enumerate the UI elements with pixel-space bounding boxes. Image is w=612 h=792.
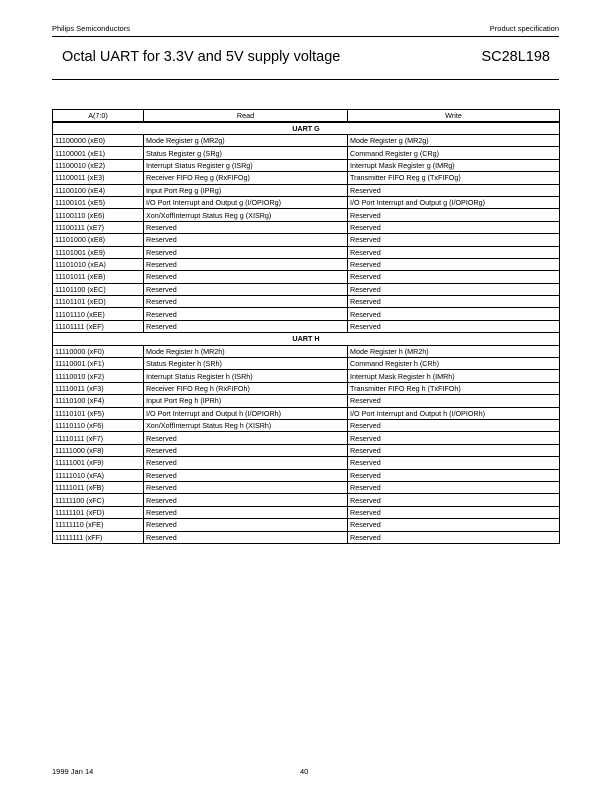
address-cell: 11101110 (xEE) xyxy=(53,308,144,320)
write-cell: Reserved xyxy=(348,246,560,258)
write-cell: Reserved xyxy=(348,283,560,295)
address-cell: 11100011 (xE3) xyxy=(53,172,144,184)
write-cell: Reserved xyxy=(348,308,560,320)
write-cell: I/O Port Interrupt and Output g (I/OPIORg) xyxy=(348,196,560,208)
table-row xyxy=(53,382,560,394)
address-cell: 11110110 (xF6) xyxy=(53,419,144,431)
address-cell: 11101011 (xEB) xyxy=(53,271,144,283)
read-cell: Receiver FIFO Reg h (RxFIFOh) xyxy=(144,382,348,394)
write-cell: Reserved xyxy=(348,432,560,444)
address-cell: 11111001 (xF9) xyxy=(53,457,144,469)
header-rule xyxy=(52,36,559,37)
write-cell: Reserved xyxy=(348,320,560,332)
write-cell: Reserved xyxy=(348,209,560,221)
read-cell: Reserved xyxy=(144,444,348,456)
table-row xyxy=(53,469,560,481)
read-cell: Reserved xyxy=(144,494,348,506)
write-cell: Reserved xyxy=(348,271,560,283)
address-cell: 11110011 (xF3) xyxy=(53,382,144,394)
read-cell: Xon/XoffInterrupt Status Reg h (XISRh) xyxy=(144,419,348,431)
table-row xyxy=(53,419,560,431)
table-header-row xyxy=(53,110,560,123)
table-row xyxy=(53,519,560,531)
write-cell: Reserved xyxy=(348,296,560,308)
write-cell: Reserved xyxy=(348,395,560,407)
read-cell: Interrupt Status Register g (ISRg) xyxy=(144,159,348,171)
write-cell: Reserved xyxy=(348,234,560,246)
write-cell: Reserved xyxy=(348,184,560,196)
address-cell: 11100010 (xE2) xyxy=(53,159,144,171)
column-header-read: Read xyxy=(144,110,348,123)
read-cell: Status Register h (SRh) xyxy=(144,358,348,370)
read-cell: Reserved xyxy=(144,481,348,493)
read-cell: Reserved xyxy=(144,234,348,246)
read-cell: Xon/XoffInterrupt Status Reg g (XISRg) xyxy=(144,209,348,221)
company-name: Philips Semiconductors xyxy=(52,24,130,33)
address-cell: 11101000 (xE8) xyxy=(53,234,144,246)
table-row xyxy=(53,407,560,419)
write-cell: Mode Register g (MR2g) xyxy=(348,135,560,147)
address-cell: 11101100 (xEC) xyxy=(53,283,144,295)
table-row xyxy=(53,320,560,332)
read-cell: Reserved xyxy=(144,271,348,283)
read-cell: Input Port Reg h (IPRh) xyxy=(144,395,348,407)
address-cell: 11111100 (xFC) xyxy=(53,494,144,506)
table-row xyxy=(53,494,560,506)
write-cell: Reserved xyxy=(348,506,560,518)
write-cell: Reserved xyxy=(348,444,560,456)
read-cell: Reserved xyxy=(144,320,348,332)
table-row xyxy=(53,345,560,357)
write-cell: Transmitter FIFO Reg g (TxFIFOg) xyxy=(348,172,560,184)
table-row xyxy=(53,432,560,444)
footer-date: 1999 Jan 14 xyxy=(52,767,94,776)
address-cell: 11100101 (xE5) xyxy=(53,196,144,208)
table-row xyxy=(53,506,560,518)
document-type: Product specification xyxy=(489,24,559,33)
address-cell: 11100000 (xE0) xyxy=(53,135,144,147)
column-header-address: A(7:0) xyxy=(53,110,144,123)
read-cell: Reserved xyxy=(144,308,348,320)
address-cell: 11100110 (xE6) xyxy=(53,209,144,221)
table-row xyxy=(53,457,560,469)
address-cell: 11101010 (xEA) xyxy=(53,258,144,270)
read-cell: Status Register g (SRg) xyxy=(144,147,348,159)
table-row xyxy=(53,283,560,295)
address-cell: 11110010 (xF2) xyxy=(53,370,144,382)
table-row xyxy=(53,209,560,221)
read-cell: Interrupt Status Register h (ISRh) xyxy=(144,370,348,382)
group-label: UART H xyxy=(53,333,560,345)
table-row xyxy=(53,444,560,456)
read-cell: Mode Register g (MR2g) xyxy=(144,135,348,147)
address-cell: 11111111 (xFF) xyxy=(53,531,144,543)
read-cell: I/O Port Interrupt and Output h (I/OPIORh) xyxy=(144,407,348,419)
write-cell: Transmitter FIFO Reg h (TxFIFOh) xyxy=(348,382,560,394)
part-number: SC28L198 xyxy=(481,49,550,65)
table-row xyxy=(53,221,560,233)
read-cell: Reserved xyxy=(144,432,348,444)
address-cell: 11111010 (xFA) xyxy=(53,469,144,481)
address-cell: 11110000 (xF0) xyxy=(53,345,144,357)
table-row xyxy=(53,196,560,208)
table-row xyxy=(53,370,560,382)
write-cell: Interrupt Mask Register h (IMRh) xyxy=(348,370,560,382)
group-label: UART G xyxy=(53,122,560,135)
table-row xyxy=(53,246,560,258)
table-row xyxy=(53,308,560,320)
address-cell: 11101001 (xE9) xyxy=(53,246,144,258)
read-cell: Reserved xyxy=(144,506,348,518)
table-row xyxy=(53,296,560,308)
address-cell: 11111101 (xFD) xyxy=(53,506,144,518)
read-cell: Reserved xyxy=(144,457,348,469)
read-cell: I/O Port Interrupt and Output g (I/OPIORg) xyxy=(144,196,348,208)
read-cell: Reserved xyxy=(144,296,348,308)
read-cell: Reserved xyxy=(144,469,348,481)
table-row xyxy=(53,258,560,270)
address-cell: 11100100 (xE4) xyxy=(53,184,144,196)
address-cell: 11110101 (xF5) xyxy=(53,407,144,419)
table-row xyxy=(53,159,560,171)
read-cell: Reserved xyxy=(144,258,348,270)
write-cell: Reserved xyxy=(348,258,560,270)
table-row xyxy=(53,395,560,407)
table-row xyxy=(53,172,560,184)
address-cell: 11111000 (xF8) xyxy=(53,444,144,456)
read-cell: Reserved xyxy=(144,246,348,258)
write-cell: Reserved xyxy=(348,494,560,506)
read-cell: Receiver FIFO Reg g (RxFIFOg) xyxy=(144,172,348,184)
table-row xyxy=(53,147,560,159)
table-row xyxy=(53,135,560,147)
write-cell: Reserved xyxy=(348,419,560,431)
write-cell: Reserved xyxy=(348,531,560,543)
group-header-row xyxy=(53,333,560,345)
table-row xyxy=(53,184,560,196)
address-cell: 11111110 (xFE) xyxy=(53,519,144,531)
group-header-row xyxy=(53,122,560,135)
write-cell: Reserved xyxy=(348,221,560,233)
table-row xyxy=(53,271,560,283)
read-cell: Reserved xyxy=(144,531,348,543)
table-row xyxy=(53,234,560,246)
table-body xyxy=(53,122,560,543)
address-cell: 11100001 (xE1) xyxy=(53,147,144,159)
write-cell: Reserved xyxy=(348,519,560,531)
write-cell: Reserved xyxy=(348,469,560,481)
page-title: Octal UART for 3.3V and 5V supply voltage xyxy=(62,49,341,65)
write-cell: Interrupt Mask Register g (IMRg) xyxy=(348,159,560,171)
address-cell: 11101111 (xEF) xyxy=(53,320,144,332)
read-cell: Reserved xyxy=(144,283,348,295)
title-rule xyxy=(52,79,559,80)
read-cell: Input Port Reg g (IPRg) xyxy=(144,184,348,196)
address-cell: 11110100 (xF4) xyxy=(53,395,144,407)
address-cell: 11111011 (xFB) xyxy=(53,481,144,493)
read-cell: Reserved xyxy=(144,519,348,531)
register-map-table xyxy=(52,109,560,544)
write-cell: Reserved xyxy=(348,457,560,469)
column-header-write: Write xyxy=(348,110,560,123)
address-cell: 11100111 (xE7) xyxy=(53,221,144,233)
table-row xyxy=(53,531,560,543)
table-row xyxy=(53,358,560,370)
address-cell: 11110001 (xF1) xyxy=(53,358,144,370)
read-cell: Mode Register h (MR2h) xyxy=(144,345,348,357)
write-cell: Mode Register h (MR2h) xyxy=(348,345,560,357)
write-cell: I/O Port Interrupt and Output h (I/OPIORh) xyxy=(348,407,560,419)
read-cell: Reserved xyxy=(144,221,348,233)
page-number: 40 xyxy=(300,767,309,776)
address-cell: 11101101 (xED) xyxy=(53,296,144,308)
address-cell: 11110111 (xF7) xyxy=(53,432,144,444)
write-cell: Command Register h (CRh) xyxy=(348,358,560,370)
write-cell: Reserved xyxy=(348,481,560,493)
table-row xyxy=(53,481,560,493)
write-cell: Command Register g (CRg) xyxy=(348,147,560,159)
